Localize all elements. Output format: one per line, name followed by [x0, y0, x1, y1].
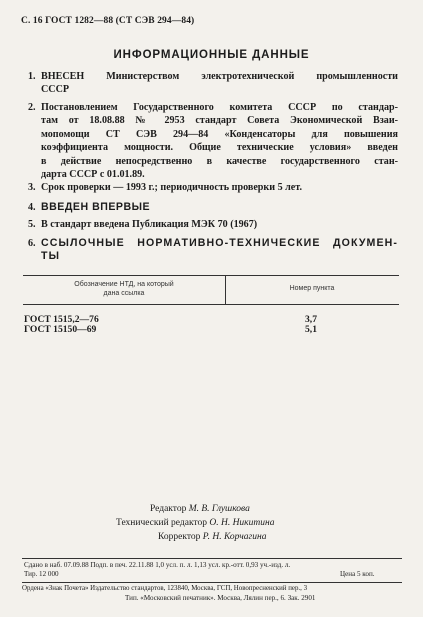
item-line: там от 18.08.88 № 2953 стандарт Совета Экономической Взаи-: [41, 115, 398, 127]
item-line: СССР: [41, 84, 70, 96]
item-number: 1.: [28, 71, 36, 82]
table-header-doc: Обозначение НТД, на который дана ссылка: [74, 281, 174, 297]
item-line: В стандарт введена Публикация МЭК 70 (1967): [41, 219, 258, 230]
item-line: ВВЕДЕН ВПЕРВЫЕ: [41, 201, 151, 213]
imprint-printer: Тип. «Московский печатник». Москва, Лялин пер., 6. Зак. 2901: [125, 594, 316, 602]
info-item-3: [28, 181, 398, 194]
info-item-5: [28, 218, 398, 231]
item-line: ТЫ: [41, 250, 61, 263]
table-header-rule: [23, 304, 399, 305]
info-item-2: [28, 101, 398, 181]
table-cell-doc: ГОСТ 1515,2—76: [24, 314, 99, 325]
credit-editor: Редактор М. В. Глушкова: [150, 504, 250, 514]
table-top-rule: [23, 275, 399, 276]
imprint-circulation: Тир. 12 000: [24, 570, 59, 578]
section-title: ИНФОРМАЦИОННЫЕ ДАННЫЕ: [113, 49, 310, 61]
info-item-6: [28, 237, 398, 264]
item-line: ВНЕСЕН Министерством электротехнической промышленности: [41, 71, 398, 82]
imprint-publisher: Ордена «Знак Почета» Издательство стандартов, 123840, Москва, ГСП, Новопресненский пер., 3: [22, 585, 308, 592]
item-line: Срок проверки — 1993 г.; периодичность проверки 5 лет.: [41, 182, 303, 193]
item-line: в действие непосредственно в качестве государственного стан-: [41, 155, 398, 167]
page-header: С. 16 ГОСТ 1282—88 (СТ СЭВ 294—84): [21, 16, 195, 26]
info-item-4: [28, 201, 398, 214]
info-item-1: [28, 70, 398, 97]
table-cell-doc: ГОСТ 15150—69: [24, 324, 97, 335]
item-line: Постановлением Государственного комитета СССР по стандар-: [41, 102, 398, 113]
item-number: 2.: [28, 102, 36, 113]
item-number: 4.: [28, 202, 36, 213]
item-line: дарта СССР с 01.01.89.: [41, 169, 145, 181]
imprint-price: Цена 5 коп.: [340, 570, 375, 578]
table-cell-point: 3,7: [305, 314, 317, 325]
table-cell-point: 5,1: [305, 324, 317, 335]
table-header-point: Номер пункта: [289, 285, 335, 292]
credit-tech-editor: Технический редактор О. Н. Никитина: [116, 518, 275, 528]
imprint-rule: [22, 558, 402, 559]
item-number: 3.: [28, 182, 36, 193]
item-number: 6.: [28, 238, 36, 249]
imprint-print-data: Сдано в наб. 07.09.88 Подп. в печ. 22.11.88 1,0 усл. п. л. 1,13 усл. кр.-отт. 0,93 уч.-изд. л.: [24, 561, 291, 569]
item-number: 5.: [28, 219, 36, 230]
item-line: коэффициента мощности. Общие технические условия» введен: [41, 142, 398, 154]
item-line: мопомощи СТ СЭВ 294—84 «Конденсаторы для повышения: [41, 128, 398, 140]
credit-proofreader: Корректор Р. Н. Корчагина: [158, 532, 267, 542]
item-line: ССЫЛОЧНЫЕ НОРМАТИВНО-ТЕХНИЧЕСКИЕ ДОКУМЕН-: [41, 237, 398, 249]
imprint-rule-2: [22, 582, 402, 583]
